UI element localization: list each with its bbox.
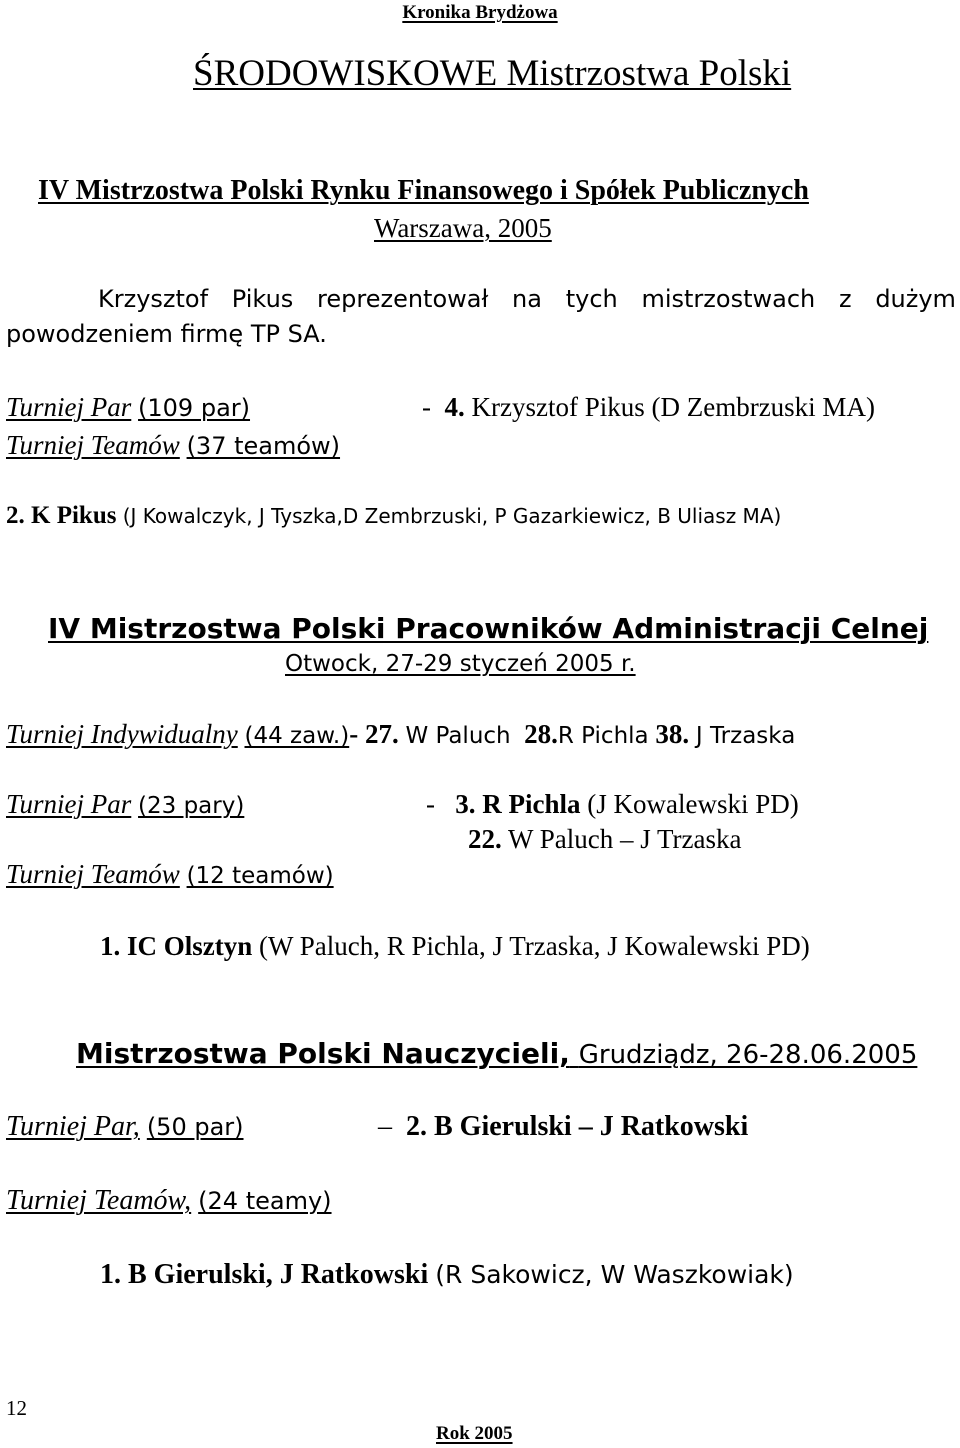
pairs-label: Turniej Par, [6, 1111, 140, 1142]
para-word: Krzysztof [98, 285, 209, 313]
teams-place: 2. [6, 502, 25, 529]
individual-label: Turniej Indywidualny [6, 719, 238, 749]
section2-pairs-result1 [426, 789, 799, 820]
section1-place: Warszawa, 2005 [374, 213, 552, 243]
magazine-header: Kronika Brydżowa [402, 2, 558, 23]
pairs-count: (50 par) [146, 1113, 244, 1141]
para-word: dużym [875, 285, 956, 313]
para-word: tych [565, 285, 618, 313]
individual-r1-name: W Paluch [405, 723, 511, 749]
teams-label: Turniej Teamów [6, 859, 180, 889]
para-word: na [512, 285, 542, 313]
section3-heading [76, 1037, 917, 1070]
pairs-dash: – [378, 1111, 392, 1142]
teams-members: (R Sakowicz, W Waszkowiak) [435, 1260, 794, 1289]
pairs-place: 4. [444, 392, 465, 422]
section3-teams-line [6, 1185, 332, 1217]
individual-r3-place: 38. [655, 719, 690, 749]
individual-r2-name: R Pichla [557, 723, 649, 749]
pairs-result: Krzysztof Pikus (D Zembrzuski MA) [471, 392, 875, 422]
pairs-r1-partner: (J Kowalewski PD) [587, 789, 799, 819]
pairs-count: (23 pary) [138, 793, 245, 819]
section3-teams-result [100, 1259, 794, 1291]
teams-members: (J Kowalczyk, J Tyszka,D Zembrzuski, P Gazarkiewicz, B Uliasz MA) [122, 504, 782, 528]
teams-count: (24 teamy) [198, 1187, 332, 1215]
teams-label: Turniej Teamów, [6, 1185, 192, 1216]
individual-sep: - [349, 719, 359, 749]
section2-pairs-line [6, 789, 244, 820]
section1-paragraph-line1 [98, 285, 956, 313]
section2-teams-result [100, 931, 810, 962]
section3-pairs-line [6, 1111, 244, 1143]
pairs-r2-place: 22. [468, 824, 502, 854]
section1-pairs-line [6, 392, 250, 423]
pairs-label: Turniej Par [6, 789, 132, 819]
footer-year: Rok 2005 [436, 1423, 513, 1444]
para-word: Pikus [231, 285, 294, 313]
section1-paragraph-line2: powodzeniem firmę TP SA. [6, 320, 327, 348]
section1-pairs-result [422, 392, 875, 423]
section1-title: IV Mistrzostwa Polski Rynku Finansowego i Spółek Publicznych [38, 175, 809, 206]
section3-pairs-result [378, 1111, 748, 1143]
pairs-r2-name: W Paluch – J Trzaska [508, 824, 742, 854]
teams-place-name: 1. B Gierulski, J Ratkowski [100, 1259, 429, 1290]
para-word: mistrzostwach [641, 285, 816, 313]
pairs-label: Turniej Par [6, 392, 132, 422]
pairs-count: (109 par) [138, 394, 251, 422]
teams-count: (12 teamów) [186, 863, 334, 889]
pairs-dash: - [422, 392, 431, 422]
section2-teams-line [6, 859, 334, 890]
pairs-result: 2. B Gierulski – J Ratkowski [406, 1111, 749, 1142]
teams-count: (37 teamów) [186, 432, 341, 460]
para-word: reprezentował [317, 285, 489, 313]
section3-title: Mistrzostwa Polski Nauczycieli, [76, 1037, 570, 1070]
individual-r2-place: 28. [524, 719, 558, 749]
teams-name: K Pikus [31, 502, 117, 529]
section1-teams-result [6, 502, 781, 530]
page-number: 12 [6, 1396, 27, 1420]
individual-count: (44 zaw.) [244, 723, 350, 749]
teams-place: 1. [100, 931, 121, 961]
section2-individual-line [6, 719, 795, 750]
section2-pairs-result2 [468, 824, 742, 855]
section3-place: Grudziądz, 26-28.06.2005 [578, 1040, 918, 1070]
para-word: z [838, 285, 852, 313]
main-title: ŚRODOWISKOWE Mistrzostwa Polski [193, 53, 792, 94]
teams-members: (W Paluch, R Pichla, J Trzaska, J Kowalewski PD) [259, 931, 810, 961]
pairs-dash: - [426, 789, 435, 819]
pairs-r1-place: 3. [455, 789, 476, 819]
section1-teams-line [6, 430, 340, 461]
teams-label: Turniej Teamów [6, 430, 180, 460]
individual-r3-name: J Trzaska [695, 723, 796, 749]
section2-place: Otwock, 27-29 styczeń 2005 r. [285, 651, 636, 677]
section2-title: IV Mistrzostwa Polski Pracowników Administracji Celnej [48, 612, 929, 645]
teams-name: IC Olsztyn [127, 931, 253, 961]
pairs-r1-name: R Pichla [482, 789, 581, 819]
individual-r1-place: 27. [364, 719, 399, 749]
